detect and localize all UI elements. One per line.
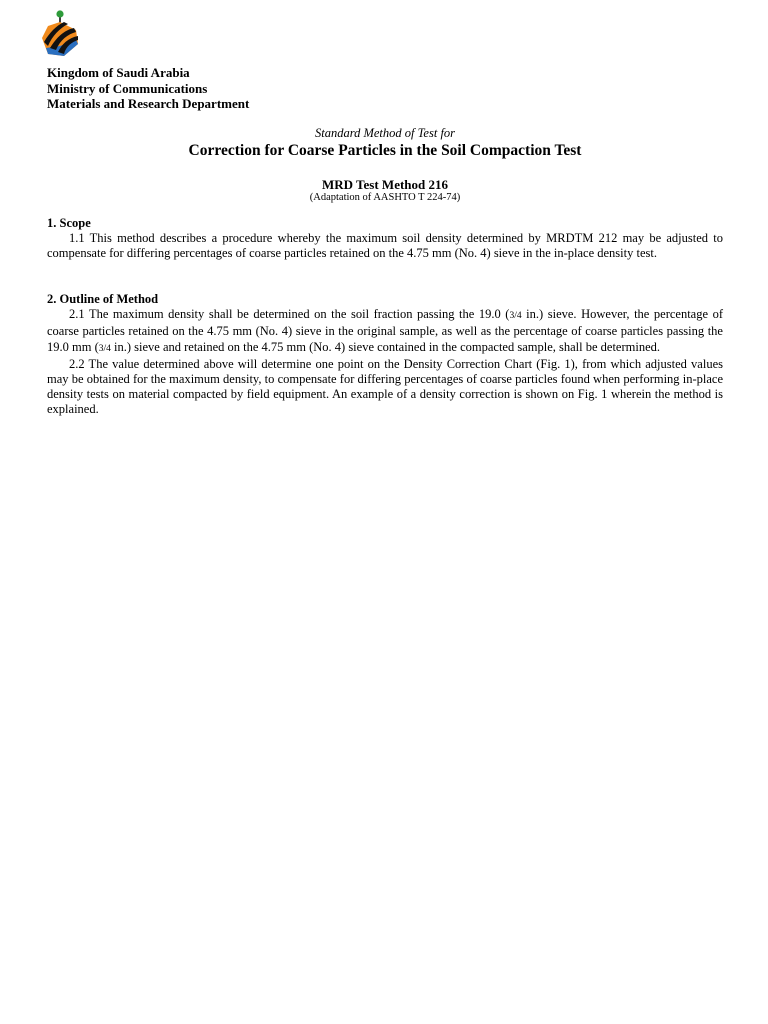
section-heading-scope: 1. Scope — [47, 216, 91, 230]
section-outline — [47, 292, 723, 418]
fraction-three-quarter: 3/4 — [509, 311, 522, 322]
fraction-three-quarter: 3/4 — [98, 343, 111, 354]
title-preface: Standard Method of Test for — [314, 126, 456, 140]
section-heading-outline: 2. Outline of Method — [47, 292, 159, 306]
paragraph-1-1: 1.1 This method describes a procedure whereby the maximum soil density determined by MRDTM 212 may be adjusted to compensate for differing percentages of coarse particles retained on the 4.75 mm (No. 4) sieve in the in-place density test. — [47, 231, 723, 261]
org-line-department: Materials and Research Department — [47, 96, 250, 111]
section-scope — [47, 216, 723, 262]
paragraph-2-2: 2.2 The value determined above will determine one point on the Density Correction Chart (Fig. 1), from which adjusted values may be obtained for the maximum density, to compensate for differing percentages of coarse particles found when performing in-place density tests on material compacted by field equipment. An example of a density correction is shown on Fig. 1 wherein the method is explained. — [47, 356, 723, 417]
org-line-ministry: Ministry of Communications — [47, 80, 208, 96]
document-title-block — [47, 126, 723, 160]
paragraph-2-1-part-c: in.) sieve and retained on the 4.75 mm (No. 4) sieve contained in the compacted sample, shall be determined. — [110, 339, 661, 354]
paragraph-2-1 — [47, 307, 723, 357]
document-title: Correction for Coarse Particles in the Soil Compaction Test — [188, 142, 582, 159]
paragraph-2-1-part-a: 2.1 The maximum density shall be determined on the soil fraction passing the 19.0 ( — [69, 307, 510, 322]
test-method-title: MRD Test Method 216 — [321, 177, 449, 192]
ministry-logo-icon — [40, 10, 82, 58]
organization-header — [47, 65, 249, 112]
test-method-subtitle: (Adaptation of AASHTO T 224-74) — [309, 192, 461, 203]
org-line-kingdom: Kingdom of Saudi Arabia — [47, 65, 190, 80]
test-method-block — [47, 177, 723, 204]
paragraph-2-1-part-b: in.) sieve. However, the percentage of coarse particles retained on the 4.75 mm (No. 4) sieve in the original sample, as well as the percentage of coarse particles passing the 19.0 mm ( — [47, 307, 723, 354]
